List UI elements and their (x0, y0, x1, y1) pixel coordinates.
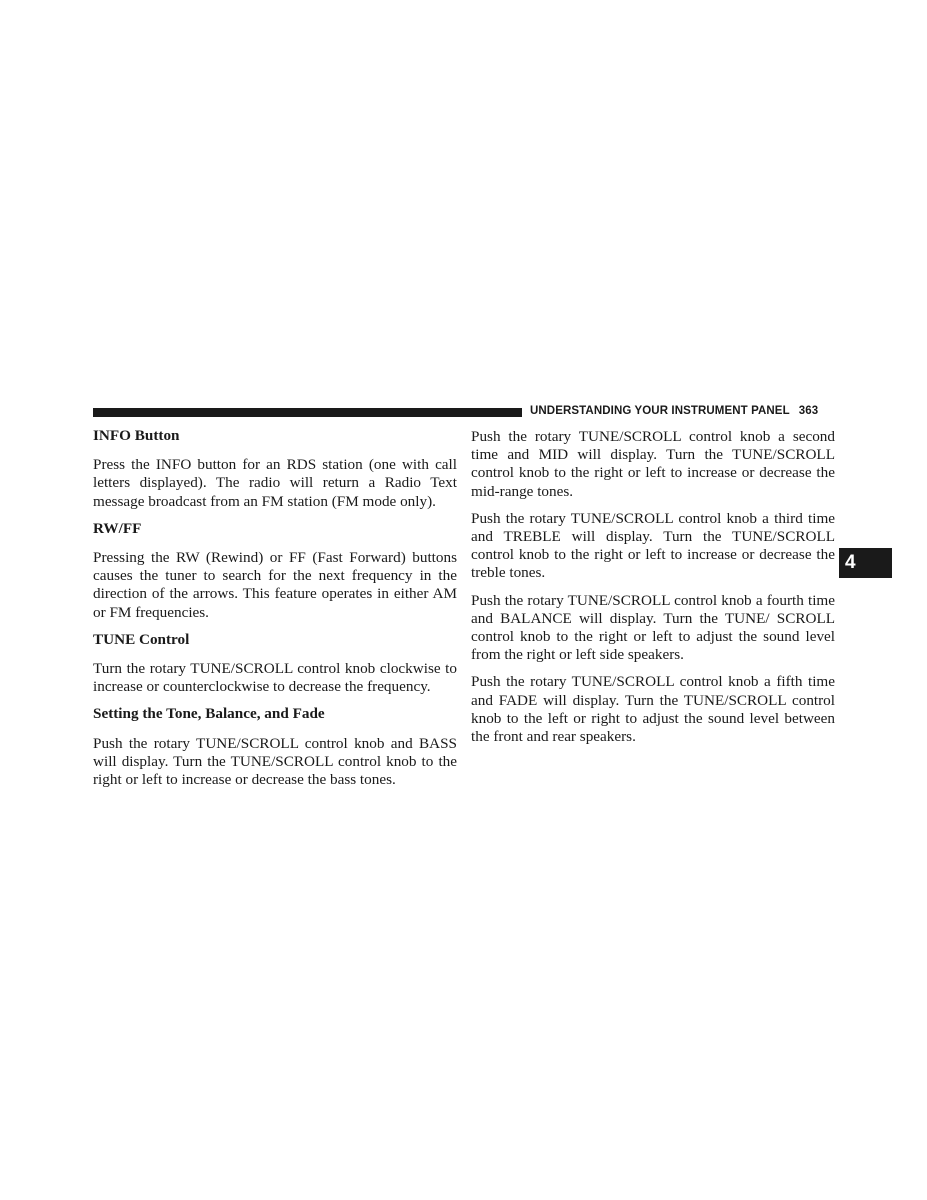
paragraph-balance: Push the rotary TUNE/SCROLL control knob a fourth time and BALANCE will display. Turn the TUNE/ SCROLL control knob to the right or left to adjust the sound level from the right or left side speakers. (471, 591, 835, 664)
section-heading-rw-ff: RW/FF (93, 519, 142, 537)
section-body-rw-ff: Pressing the RW (Rewind) or FF (Fast Forward) buttons causes the tuner to search for the next frequency in the direction of the arrows. This feature operates in either AM or FM frequencies. (93, 549, 457, 621)
right-column (471, 428, 835, 755)
section-heading-tone-balance-fade: Setting the Tone, Balance, and Fade (93, 705, 325, 723)
header-rule (93, 408, 522, 417)
section-body-tone-balance-fade: Push the rotary TUNE/SCROLL control knob and BASS will display. Turn the TUNE/SCROLL control knob to the right or left to increase or decrease the bass tones. (93, 734, 457, 789)
left-column (93, 427, 457, 798)
chapter-tab: 4 (839, 548, 892, 578)
section-heading-info-button: INFO Button (93, 427, 180, 444)
running-header (530, 405, 818, 417)
paragraph-fade: Push the rotary TUNE/SCROLL control knob a fifth time and FADE will display. Turn the TUNE/SCROLL control knob to the left or right to adjust the sound level between the front and rear speakers. (471, 673, 835, 746)
page-number: 363 (798, 405, 819, 417)
section-heading-tune-control: TUNE Control (93, 630, 190, 648)
paragraph-mid: Push the rotary TUNE/SCROLL control knob a second time and MID will display. Turn the TUNE/SCROLL control knob to the right or left to increase or decrease the mid-range tones. (471, 428, 835, 500)
header-title: UNDERSTANDING YOUR INSTRUMENT PANEL (530, 405, 790, 417)
paragraph-treble: Push the rotary TUNE/SCROLL control knob a third time and TREBLE will display. Turn the TUNE/SCROLL control knob to the right or left to increase or decrease the treble tones. (471, 509, 835, 582)
section-body-tune-control: Turn the rotary TUNE/SCROLL control knob clockwise to increase or counterclockwise to decrease the frequency. (93, 660, 457, 696)
section-body-info-button: Press the INFO button for an RDS station (one with call letters displayed). The radio will return a Radio Text message broadcast from an FM station (FM mode only). (93, 456, 457, 510)
